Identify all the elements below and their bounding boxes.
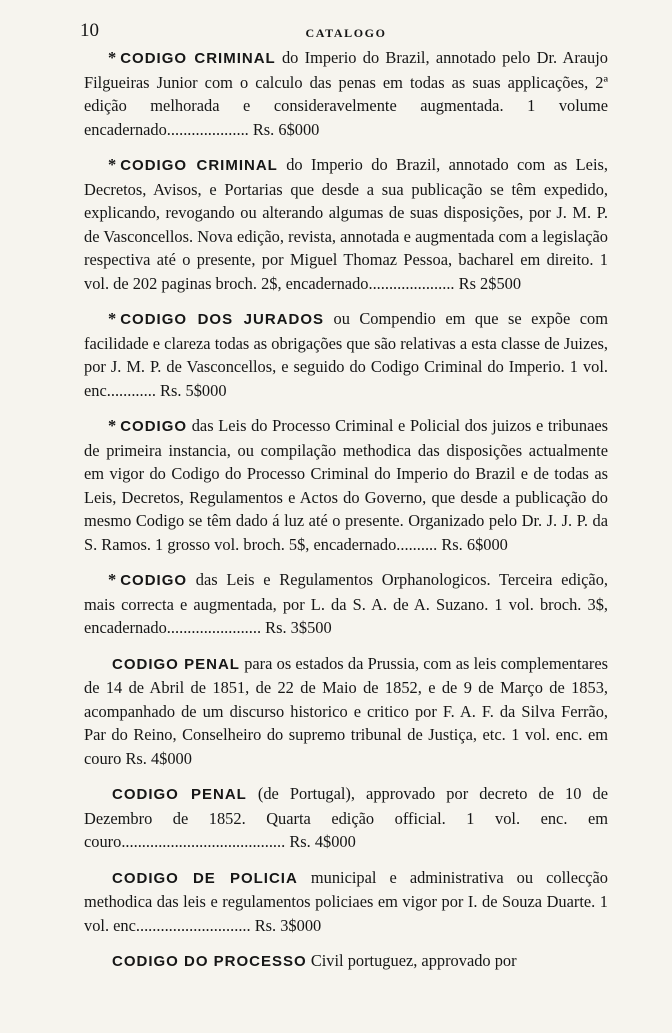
entry-marker: * <box>108 416 117 435</box>
entry-body: do Imperio do Brazil, annotado com as Leis, Decretos, Avisos, e Portarias que desde a sua publicação se têm expedido, explicando, revogando ou alterando algumas de suas disposições, por J. M. P. de Vasconcellos. Nova edição, revista, annotada e augmentada com a legislação respectiva até o presente, por Miguel Thomaz Pessoa, bacharel em direito. 1 vol. de 202 paginas broch. 2$, encadernado..................... <box>84 155 608 293</box>
entry-marker: * <box>108 570 117 589</box>
entry-marker: * <box>108 309 117 328</box>
catalog-entry <box>84 652 608 771</box>
catalog-entry <box>84 46 608 141</box>
entry-heading: CODIGO DOS JURADOS <box>120 311 324 328</box>
entry-price: Rs 2$500 <box>458 273 522 293</box>
entry-heading: CODIGO CRIMINAL <box>120 50 276 67</box>
entry-heading: CODIGO DO PROCESSO <box>112 953 307 970</box>
catalog-entry <box>84 568 608 640</box>
catalog-entry <box>84 414 608 556</box>
entry-price: Rs. 6$000 <box>252 119 320 139</box>
entry-price: Rs. 5$000 <box>160 380 227 400</box>
entry-body: (de Portugal), approvado por decreto de 10 de Dezembro de 1852. Quarta edição official. 1 vol. enc. em couro........................................ <box>84 784 608 851</box>
entry-price: Rs. 3$500 <box>265 618 332 637</box>
catalog-entry <box>84 782 608 854</box>
entry-price: Rs. 4$000 <box>125 748 192 768</box>
entry-marker: * <box>108 155 117 174</box>
catalog-entry <box>84 949 608 974</box>
catalog-page <box>80 16 609 974</box>
catalog-entry <box>84 153 608 295</box>
entry-price: Rs. 6$000 <box>441 534 508 554</box>
entry-body: ou Compendio em que se expõe com facilidade e clareza todas as obrigações que são relativas a esta classe de Juizes, por J. M. P. de Vasconcellos, e seguido do Codigo Criminal do Imperio. 1 vol. enc............ <box>84 309 608 400</box>
entry-body: das Leis do Processo Criminal e Policial dos juizos e tribunaes de primeira instancia, ou compilação methodica das disposições actualmente em vigor do Codigo do Processo Criminal do Imperio do Brazil e de todas as Leis, Decretos, Regulamentos e Actos do Governo, que desde a publicação do mesmo Codigo se têm dado á luz até o presente. Organizado pelo Dr. J. J. P. da S. Ramos. 1 grosso vol. broch. 5$, encadernado.......... <box>84 416 608 554</box>
entry-heading: CODIGO DE POLICIA <box>112 869 298 887</box>
entry-heading: CODIGO PENAL <box>112 786 247 803</box>
entry-heading: CODIGO <box>120 572 188 589</box>
entry-heading: CODIGO CRIMINAL <box>120 157 278 174</box>
catalog-entry <box>84 866 608 938</box>
entry-heading: CODIGO <box>120 418 188 435</box>
entry-body: para os estados da Prussia, com as leis complementares de 14 de Abril de 1851, de 22 de Maio de 1852, e de 9 de Março de 1853, acompanhado de um discurso historico e critico por F. A. F. da Silva Ferrão, Par do Reino, Conselheiro do supremo tribunal de Justiça, etc. 1 vol. enc. em couro <box>84 653 608 768</box>
entry-price: Rs. 3$000 <box>254 915 322 935</box>
running-head: CATALOGO <box>305 26 387 40</box>
entry-price: Rs. 4$000 <box>289 832 356 851</box>
entry-heading: CODIGO PENAL <box>112 655 240 673</box>
entry-body: municipal e administrativa ou collecção methodica das leis e regulamentos policiaes em vigor por I. de Souza Duarte. 1 vol. enc............................ <box>84 867 609 935</box>
page-number: 10 <box>80 20 99 41</box>
entry-body: das Leis e Regulamentos Orphanologicos. Terceira edição, mais correcta e augmentada, por L. da S. A. de A. Suzano. 1 vol. broch. 3$, encadernado....................... <box>84 570 608 637</box>
entry-body: Civil portuguez, approvado por <box>310 951 517 970</box>
catalog-entry <box>84 307 608 402</box>
page-header <box>80 16 608 46</box>
entry-marker: * <box>108 48 117 67</box>
entry-body: do Imperio do Brazil, annotado pelo Dr. Araujo Filgueiras Junior com o calculo das penas em todas as suas applicações, 2ª edição melhorada e consideravelmente augmentada. 1 volume encadernado.................... <box>84 48 608 139</box>
